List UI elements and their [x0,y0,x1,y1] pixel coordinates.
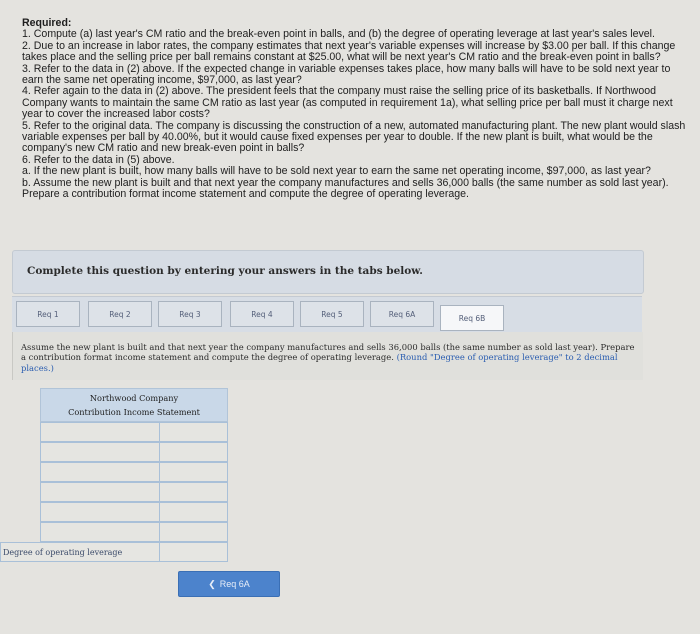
amount-input[interactable] [160,422,228,442]
requirement-5: 5. Refer to the original data. The company is discussing the construction of a new, automated manufacturing plant. The new plant would slash variable expenses per ball by 40.00%, but it would cause fixed expenses per year to double. If the new plant is built, what would be the company's new CM ratio and new break-even point in balls? [22,119,686,155]
amount-input[interactable] [160,502,228,522]
statement-row [40,422,228,442]
instructions-text [21,342,641,373]
requirements-text [22,18,694,201]
tab-bar [12,296,642,333]
statement-row [40,502,228,522]
tab-req-3[interactable]: Req 3 [158,301,222,327]
label-input[interactable] [40,442,160,462]
label-input[interactable] [40,502,160,522]
company-name: Northwood Company [89,393,179,403]
requirement-1: 1. Compute (a) last year's CM ratio and the break-even point in balls, and (b) the degree of operating leverage at last year's sales level. [22,28,655,41]
requirement-6b: b. Assume the new plant is built and that next year the company manufactures and sells 36,000 balls (the same number as sold last year). Prepare a contribution format income statement and compute the degree of operating leverage. [22,176,669,201]
question-panel [12,250,644,294]
amount-input[interactable] [160,482,228,502]
tab-req-6b[interactable]: Req 6B [440,305,504,331]
panel-title: Complete this question by entering your answers in the tabs below. [27,265,423,277]
instructions-main: Assume the new plant is built and that next year the company manufactures and sells 36,000 balls (the same number as sold last year). Prepare a contribution format income statement and compute the degree of operating leverage. [21,342,635,363]
dol-label: Degree of operating leverage [0,542,160,562]
requirement-2: 2. Due to an increase in labor rates, the company estimates that next year's variable expenses will increase by $3.00 per ball. If this change takes place and the selling price per ball remains constant at $25.00, what will be next year's CM ratio and the break-even point in balls? [22,39,676,64]
tab-req-6a[interactable]: Req 6A [370,301,434,327]
dol-input[interactable] [160,542,228,562]
chevron-left-icon: ❮ [208,578,216,589]
amount-input[interactable] [160,462,228,482]
required-heading: Required: [22,17,72,29]
rounding-note: (Round "Degree of operating leverage" to 2 decimal places.) [21,352,618,373]
requirement-4: 4. Refer again to the data in (2) above. The president feels that the company must raise the selling price of its basketballs. If Northwood Company wants to maintain the same CM ratio as last year (as computed in requirement 1a), what selling price per ball must it charge next year to cover the increased labor costs? [22,85,673,121]
label-input[interactable] [40,522,160,542]
requirement-3: 3. Refer to the data in (2) above. If the expected change in variable expenses takes place, how many balls will have to be sold next year to earn the same net operating income, $97,000, as last year? [22,62,671,87]
tab-req-5[interactable]: Req 5 [300,301,364,327]
label-input[interactable] [40,482,160,502]
statement-row [40,522,228,542]
requirement-6: 6. Refer to the data in (5) above. [22,153,175,166]
prev-req-label: Req 6A [219,579,250,589]
requirement-6a: a. If the new plant is built, how many balls will have to be sold next year to earn the same net operating income, $97,000, as last year? [22,165,651,178]
label-input[interactable] [40,462,160,482]
instructions-box [12,332,643,380]
statement-row [40,442,228,462]
income-statement [40,388,228,542]
tab-req-2[interactable]: Req 2 [88,301,152,327]
tab-req-4[interactable]: Req 4 [230,301,294,327]
amount-input[interactable] [160,442,228,462]
tab-req-1[interactable]: Req 1 [16,301,80,327]
statement-title: Contribution Income Statement [68,407,200,417]
amount-input[interactable] [160,522,228,542]
label-input[interactable] [40,422,160,442]
statement-header [40,388,228,422]
dol-row [0,542,228,562]
statement-row [40,462,228,482]
statement-row [40,482,228,502]
prev-req-button[interactable] [178,571,280,597]
